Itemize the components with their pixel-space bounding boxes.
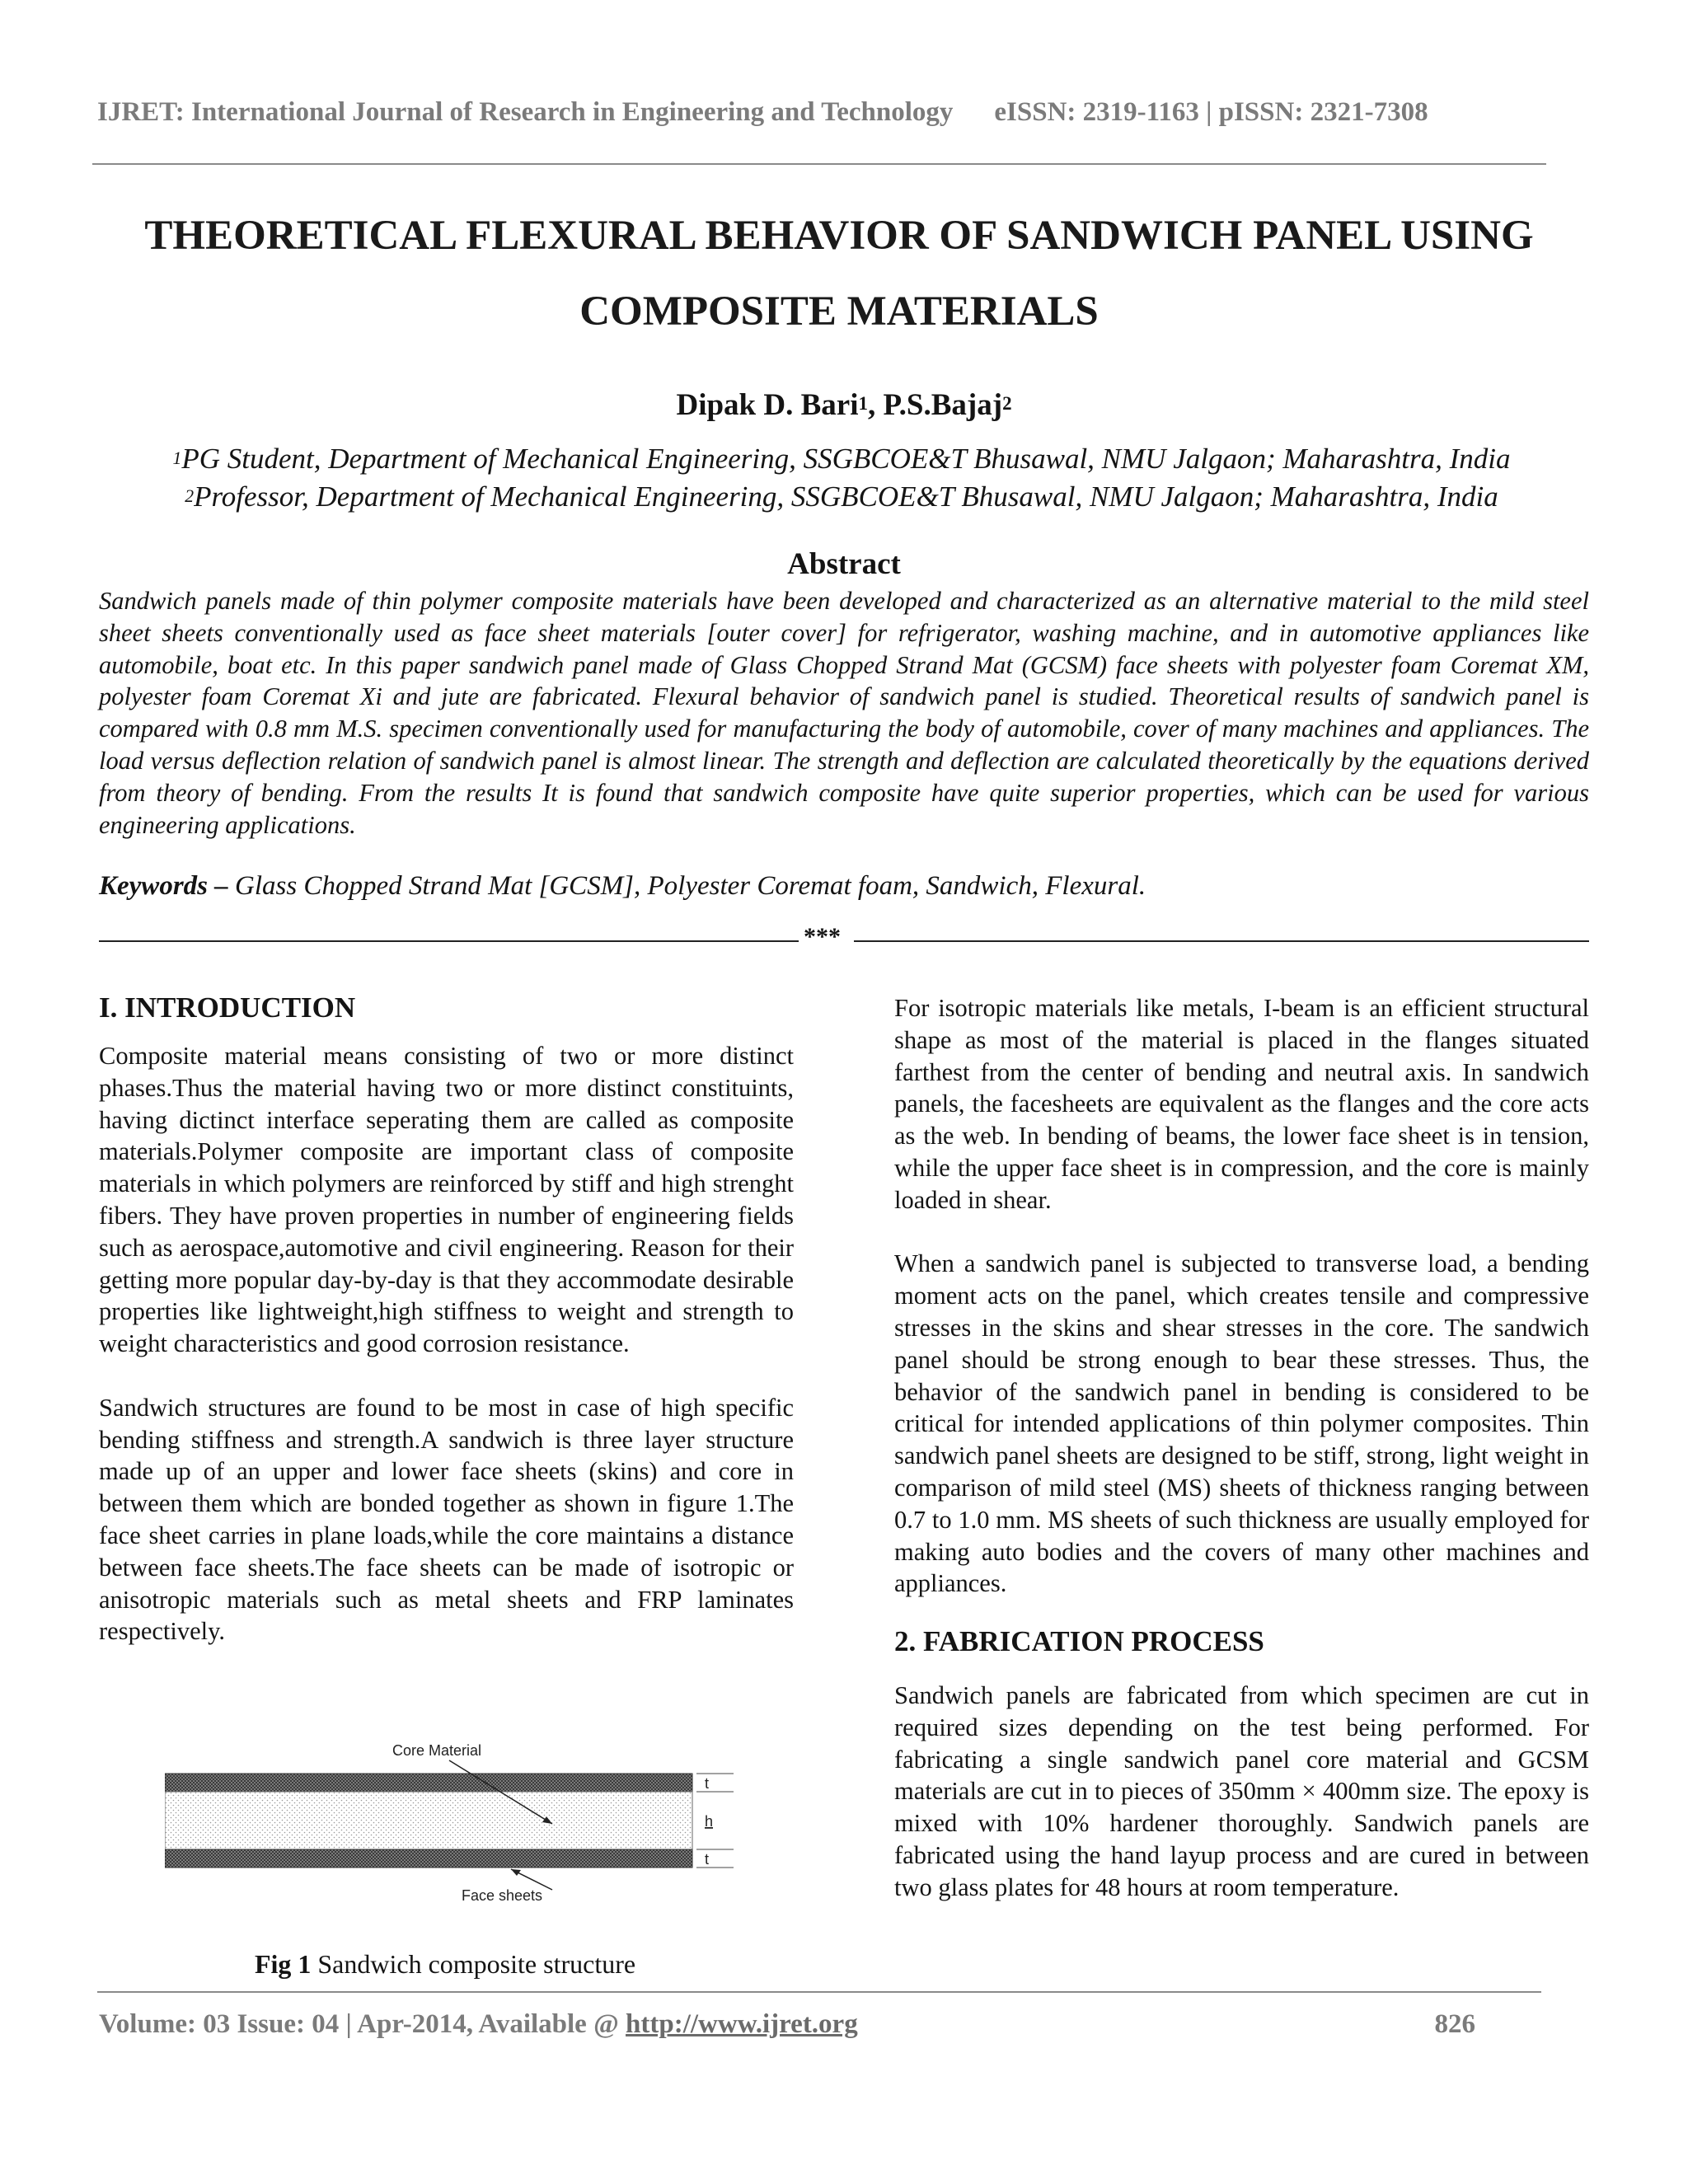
running-header: [97, 97, 1428, 128]
caption-text: Sandwich composite structure: [311, 1949, 636, 1979]
figure-1-caption: [99, 1949, 791, 1980]
dim-label-h: h: [705, 1813, 714, 1830]
keywords-text: Glass Chopped Strand Mat [GCSM], Polyester Coremat foam, Sandwich, Flexural.: [227, 871, 1146, 901]
page-number: 826: [1434, 2009, 1475, 2039]
bottom-face-sheet: [165, 1849, 692, 1868]
paper-title: [97, 198, 1581, 349]
face-arrow-head: [511, 1869, 521, 1876]
author-1-sup: 1: [858, 393, 868, 415]
face-sheets-label: Face sheets: [462, 1887, 543, 1902]
core-material-label: Core Material: [392, 1742, 482, 1759]
fabrication-paragraph-1: Sandwich panels are fabricated from which specimen are cut in required sizes depending on the test being performed. For fabricating a single sandwich panel core material and GCSM materials are cut in to pieces of 350mm × 400mm size. The epoxy is mixed with 10% hardener thoroughly. Sandwich panels are fabricated using the hand layup process and are cured in between two glass plates for 48 hours at room temperature.: [894, 1681, 1589, 1901]
affiliation-2: [97, 480, 1586, 513]
keywords-label: Keywords –: [99, 871, 228, 901]
journal-name: IJRET: International Journal of Research in Engineering and Technology: [97, 97, 954, 127]
author-list: [0, 387, 1688, 423]
title-line-2: COMPOSITE MATERIALS: [579, 288, 1099, 335]
running-footer: [99, 2009, 1475, 2040]
separator-line-left: [99, 940, 799, 942]
abstract-heading: Abstract: [787, 547, 901, 581]
affiliation-1-sup: 1: [172, 448, 182, 468]
dim-label-t-bottom: t: [705, 1851, 710, 1868]
sandwich-structure-diagram: [165, 1737, 742, 1902]
journal-link[interactable]: http://www.ijret.org: [626, 2009, 858, 2039]
section-2-heading: 2. FABRICATION PROCESS: [894, 1625, 1264, 1657]
author-1: Dipak D. Bari: [676, 388, 859, 422]
fabrication-column: [894, 1680, 1589, 1904]
affiliation-2-sup: 2: [185, 485, 195, 506]
affiliation-2-text: Professor, Department of Mechanical Engineering, SSGBCOE&T Bhusawal, NMU Jalgaon; Maharashtra, India: [194, 480, 1498, 513]
title-line-1: THEORETICAL FLEXURAL BEHAVIOR OF SANDWICH PANEL USING: [144, 213, 1534, 259]
separator-line-right: [854, 940, 1589, 942]
core-layer: [165, 1792, 692, 1849]
abstract-text: Sandwich panels made of thin polymer composite materials have been developed and characterized as an alternative material to the mild steel sheet sheets conventionally used as face sheet materials [outer cover] for refrigerator, washing machine, and in automotive appliances like automobile, boat etc. In this paper sandwich panel made of Glass Chopped Strand Mat (GCSM) face sheets with polyester foam Coremat XM, polyester foam Coremat Xi and jute are fabricated. Flexural behavior of sandwich panel is studied. Theoretical results of sandwich panel is compared with 0.8 mm M.S. specimen conventionally used for manufacturing the body of automobile, cover of many machines and appliances. The load versus deflection relation of sandwich panel is almost linear. The strength and deflection are calculated theoretically by the equations derived from theory of bending. From the results It is found that sandwich composite have quite superior properties, which can be used for various engineering applications.: [99, 587, 1589, 839]
top-face-sheet: [165, 1774, 692, 1792]
intro-paragraph-1: Composite material means consisting of two or more distinct phases.Thus the material having two or more distinct constituints, having dictinct interface seperating them are called as composite materials.Polymer composite are important class of composite materials in which polymers are reinforced by stiff and high strenght fibers. They have proven properties in number of engineering fields such as aerospace,automotive and civil engineering. Reason for their getting more popular day-by-day is that they accommodate desirable properties like lightweight,high stiffness to weight and strength to weight characteristics and good corrosion resistance.: [99, 1042, 794, 1358]
figure-1: [165, 1737, 742, 1902]
header-rule: [92, 163, 1546, 165]
right-paragraph-2: When a sandwich panel is subjected to transverse load, a bending moment acts on the panel, which creates tensile and compressive stresses in the skins and shear stresses in the core. The sandwich panel should be strong enough to bear these stresses. Thus, the behavior of the sandwich panel in bending is considered to be critical for intended applications of thin polymer composites. Thin sandwich panel sheets are designed to be stiff, strong, light weight in comparison of mild steel (MS) sheets of thickness ranging between 0.7 to 1.0 mm. MS sheets of such thickness are usually employed for making auto bodies and the covers of many other machines and appliances.: [894, 1249, 1589, 1598]
footer-rule: [97, 1991, 1541, 1993]
author-2: P.S.Bajaj: [883, 388, 1003, 422]
intro-column: [99, 1040, 794, 1647]
author-separator: ,: [867, 388, 884, 422]
intro-paragraph-2: Sandwich structures are found to be most in case of high specific bending stiffness and strength.A sandwich is three layer structure made up of an upper and lower face sheets (skins) and core in between them which are bonded together as shown in figure 1.The face sheet carries in plane loads,while the core maintains a distance between face sheets.The face sheets can be made of isotropic or anisotropic materials such as metal sheets and FRP laminates respectively.: [99, 1393, 794, 1646]
keywords: [99, 871, 1589, 902]
footer-volume: Volume: 03 Issue: 04 | Apr-2014, Available @: [99, 2009, 626, 2039]
separator-stars: ***: [804, 923, 841, 950]
author-2-sup: 2: [1002, 393, 1012, 415]
section-separator: [99, 923, 1589, 959]
right-paragraph-1: For isotropic materials like metals, I-beam is an efficient structural shape as most of the material is placed in the flanges situated farthest from the center of bending and neutral axis. In sandwich panels, the facesheets are equivalent as the flanges and the core acts as the web. In bending of beams, the lower face sheet is in tension, while the upper face sheet is in compression, and the core is mainly loaded in shear.: [894, 994, 1589, 1214]
dim-label-t-top: t: [705, 1775, 710, 1792]
right-column: [894, 992, 1589, 1600]
affiliation-1-text: PG Student, Department of Mechanical Engineering, SSGBCOE&T Bhusawal, NMU Jalgaon; Maharashtra, India: [181, 443, 1511, 475]
affiliation-1: [97, 443, 1586, 476]
caption-label: Fig 1: [254, 1949, 312, 1979]
journal-issn: eISSN: 2319-1163 | pISSN: 2321-7308: [994, 97, 1428, 127]
section-1-heading: I. INTRODUCTION: [99, 991, 356, 1024]
